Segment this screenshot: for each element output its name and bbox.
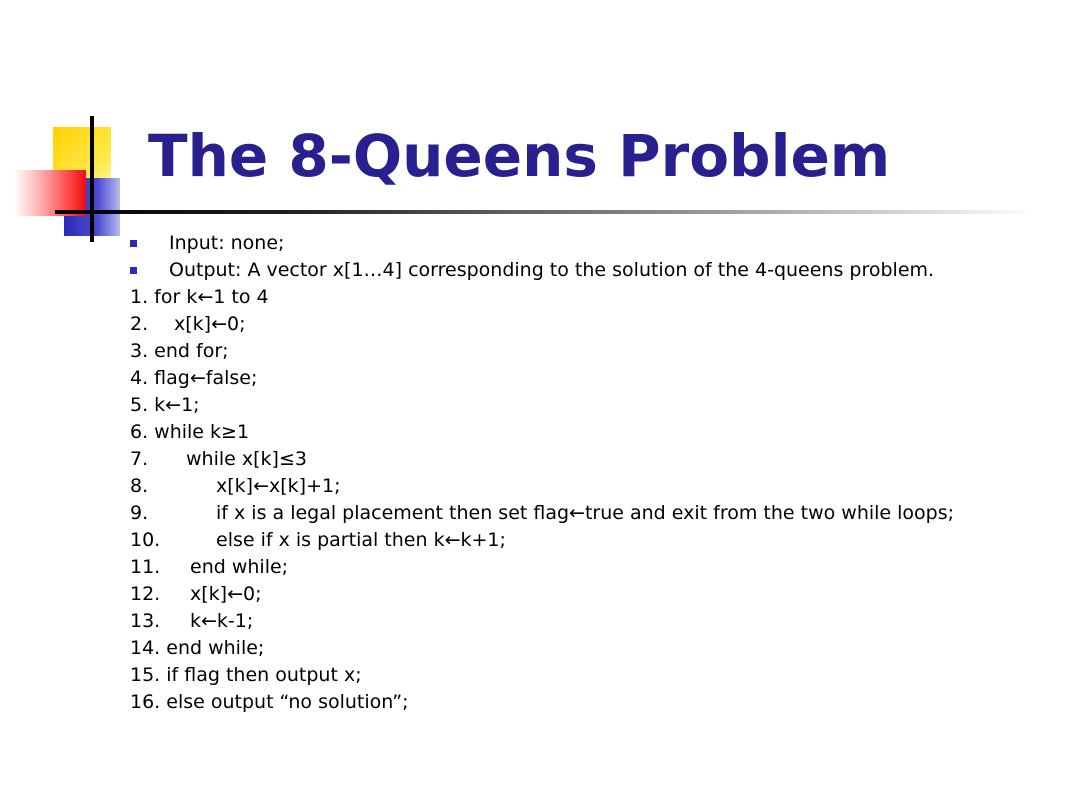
- algorithm-statement: 5. k←1;: [130, 394, 200, 416]
- algorithm-line-1: [130, 284, 1070, 311]
- algorithm-statement: end while;: [190, 556, 289, 578]
- bullet-text: Output: A vector x[1…4] corresponding to the solution of the 4-queens problem.: [169, 259, 935, 281]
- algorithm-statement: else if x is partial then k←k+1;: [216, 529, 506, 551]
- algorithm-statement: 6. while k≥1: [130, 421, 250, 443]
- square-bullet-icon: [130, 267, 137, 274]
- algorithm-line-11: [130, 554, 1070, 581]
- algorithm-line-12: [130, 581, 1070, 608]
- algorithm-statement: if x is a legal placement then set flag←true and exit from the two while loops;: [216, 502, 955, 524]
- algorithm-statement: 16. else output “no solution”;: [130, 691, 409, 713]
- algorithm-line-14: [130, 635, 1070, 662]
- algorithm-line-7: [130, 446, 1070, 473]
- algorithm-statement: x[k]←0;: [174, 313, 246, 335]
- bullet-text: Input: none;: [169, 232, 285, 254]
- line-number: 7.: [130, 448, 149, 470]
- algorithm-statement: 14. end while;: [130, 637, 265, 659]
- bullet-item-output: [130, 257, 1070, 284]
- algorithm-line-2: [130, 311, 1070, 338]
- line-number: 2.: [130, 313, 149, 335]
- algorithm-line-15: [130, 662, 1070, 689]
- algorithm-statement: k←k-1;: [190, 610, 254, 632]
- algorithm-statement: x[k]←x[k]+1;: [216, 475, 341, 497]
- bullet-item-input: [130, 230, 1070, 257]
- line-number: 9.: [130, 502, 149, 524]
- algorithm-line-9: [130, 500, 1070, 527]
- algorithm-statement: 1. for k←1 to 4: [130, 286, 269, 308]
- algorithm-line-4: [130, 365, 1070, 392]
- title-underline: [55, 210, 1035, 214]
- algorithm-line-16: [130, 689, 1070, 716]
- algorithm-line-13: [130, 608, 1070, 635]
- algorithm-line-5: [130, 392, 1070, 419]
- algorithm-statement: 4. flag←false;: [130, 367, 258, 389]
- slide-body: [130, 230, 1070, 716]
- algorithm-statement: 3. end for;: [130, 340, 229, 362]
- line-number: 10.: [130, 529, 161, 551]
- decorative-vertical-line: [90, 116, 94, 242]
- line-number: 8.: [130, 475, 149, 497]
- square-bullet-icon: [130, 240, 137, 247]
- line-number: 12.: [130, 583, 161, 605]
- algorithm-statement: x[k]←0;: [190, 583, 262, 605]
- algorithm-statement: while x[k]≤3: [186, 448, 307, 470]
- algorithm-line-10: [130, 527, 1070, 554]
- algorithm-line-3: [130, 338, 1070, 365]
- slide-title: The 8-Queens Problem: [148, 122, 891, 190]
- algorithm-statement: 15. if flag then output x;: [130, 664, 362, 686]
- algorithm-line-6: [130, 419, 1070, 446]
- line-number: 13.: [130, 610, 161, 632]
- algorithm-line-8: [130, 473, 1070, 500]
- line-number: 11.: [130, 556, 161, 578]
